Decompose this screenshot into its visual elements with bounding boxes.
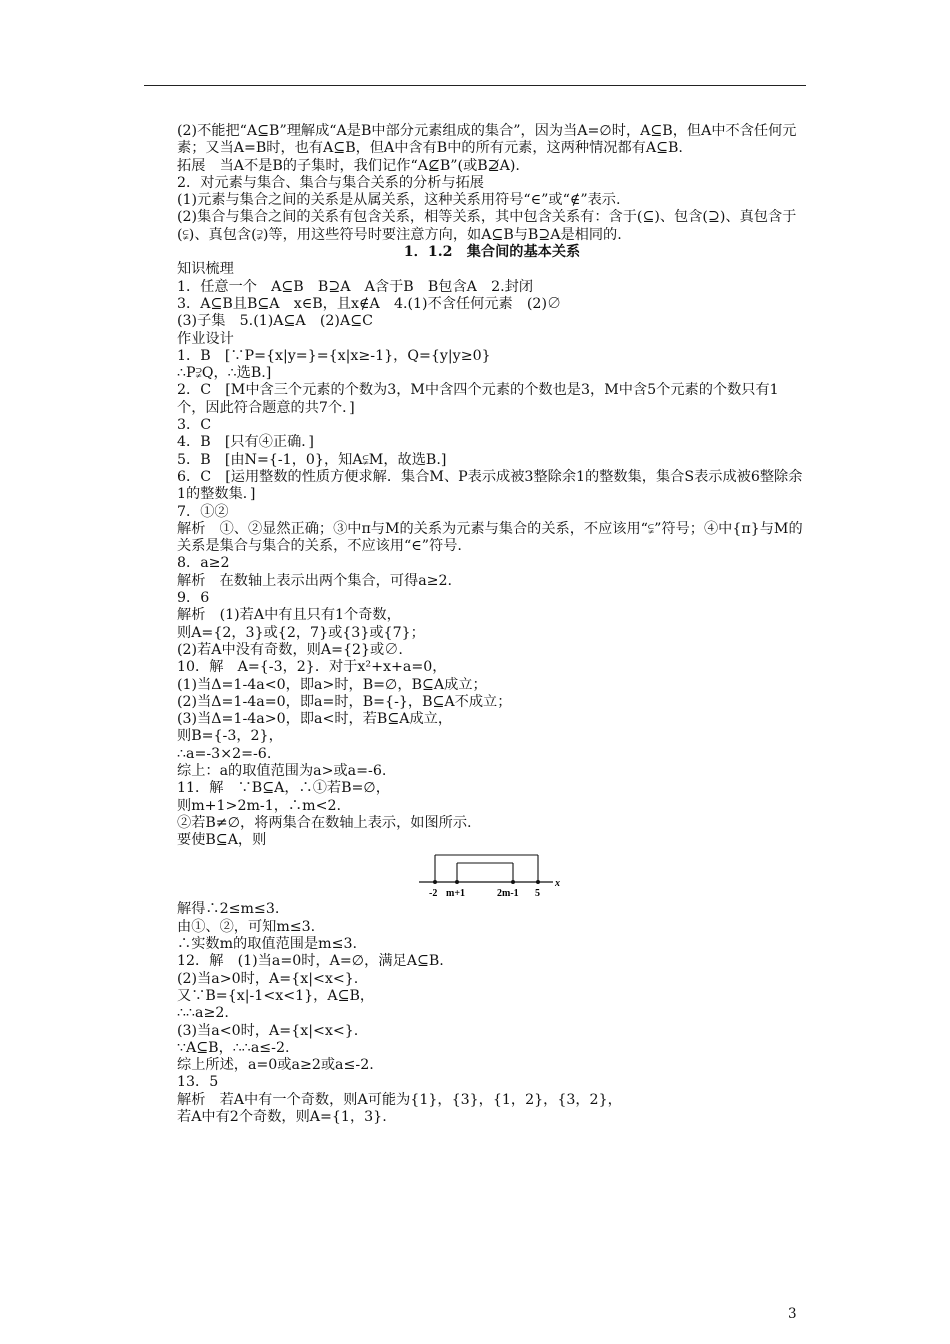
axis-variable-label: x — [555, 878, 560, 890]
text-line: 解析 ①、②显然正确；③中π与M的关系为元素与集合的关系，不应该用“⫋”符号；④中{π}与M的关系是集合与集合的关系，不应该用“∈”符号. — [177, 520, 803, 555]
text-line: 则A={2，3}或{2，7}或{3}或{7}； — [177, 624, 425, 641]
text-line: 9．6 — [177, 590, 210, 607]
text-line: 12．解 (1)当a=0时，A=∅，满足A⊆B. — [177, 953, 444, 970]
text-line: 3．C — [177, 417, 212, 434]
text-line: 由①、②，可知m≤3. — [177, 918, 316, 935]
text-line: ∴P⫌Q，∴选B.] — [177, 365, 272, 382]
text-line: 2．C [M中含三个元素的个数为3，M中含四个元素的个数也是3，M中含5个元素的个数只有1个，因此符合题意的共7个．] — [177, 382, 779, 416]
text-line: 解析 若A中有一个奇数，则A可能为{1}，{3}，{1，2}，{3，2}， — [177, 1091, 622, 1108]
text-line: (2)当Δ=1-4a=0，即a=时，B={-}，B⊆A不成立； — [177, 693, 512, 710]
text-line: 要使B⊆A，则 — [177, 832, 267, 849]
point-a-left — [433, 880, 437, 884]
document-body — [177, 123, 807, 1126]
text-line: 1．任意一个 A⊆B B⊇A A含于B B包含A 2.封闭 — [177, 278, 534, 295]
text-line: 解析 在数轴上表示出两个集合，可得a≥2. — [177, 572, 453, 589]
text-line: 拓展 当A不是B的子集时，我们记作“A⊈B”(或B⊉A). — [177, 157, 520, 174]
text-line: 又∵B={x|-1<x<1}，A⊆B， — [177, 987, 375, 1004]
text-line: (2)若A中没有奇数，则A={2}或∅. — [177, 641, 403, 658]
text-line: 2．对元素与集合、集合与集合关系的分析与拓展 — [177, 174, 484, 191]
text-line: ∵A⊆B，∴∴a≤-2. — [177, 1039, 290, 1056]
text-line: 解析 (1)若A中有且只有1个奇数， — [177, 607, 401, 624]
text-line: (2)集合与集合之间的关系有包含关系，相等关系，其中包含关系有：含于(⊆)、包含(⊇)、真包含于(⫋)、真包含(⫌)等，用这些符号时要注意方向，如A⊆B与B⊇A是相同的. — [177, 209, 797, 243]
text-line: 1．B [∵P={x|y=}={x|x≥-1}，Q={y|y≥0} — [177, 347, 491, 364]
text-line: ∴∴a≥2. — [177, 1005, 229, 1022]
text-line: 11．解 ∵B⊆A，∴①若B=∅， — [177, 780, 390, 797]
text-line: 若A中有2个奇数，则A={1，3}. — [177, 1109, 387, 1126]
text-line: 则m+1>2m-1，∴m<2. — [177, 797, 341, 814]
tick-label: m+1 — [446, 888, 466, 900]
text-line: 13．5 — [177, 1074, 219, 1091]
text-line: 作业设计 — [177, 330, 234, 347]
text-line: 7．①② — [177, 503, 229, 520]
text-line: 4．B [只有④正确．] — [177, 434, 314, 451]
text-line: 10．解 A={-3，2}．对于x²+x+a=0， — [177, 659, 447, 676]
text-line: (3)当Δ=1-4a>0，即a<时，若B⊆A成立， — [177, 711, 453, 728]
text-line: (2)当a>0时，A={x|<x<}. — [177, 970, 359, 987]
text-line: 则B={-3，2}， — [177, 728, 283, 745]
text-line: 6．C [运用整数的性质方便求解．集合M、P表示成被3整除余1的整数集，集合S表示成被6整除余1的整数集．] — [177, 468, 803, 503]
text-line: (1)元素与集合之间的关系是从属关系，这种关系用符号“∈”或“∉”表示. — [177, 192, 621, 209]
text-line: 3．A⊆B且B⊆A x∈B，且x∉A 4.(1)不含任何元素 (2)∅ — [177, 295, 562, 312]
header-rule — [144, 85, 806, 86]
number-line-diagram — [417, 851, 567, 899]
text-line: (2)不能把“A⊆B”理解成“A是B中部分元素组成的集合”，因为当A=∅时，A⊆B，但A中不含任何元素；又当A=B时，也有A⊆B，但A中含有B中的所有元素，这两种情况都有A⊆B. — [177, 123, 797, 157]
text-line: 综上：a的取值范围为a>或a=-6. — [177, 762, 387, 779]
tick-label: 5 — [535, 888, 540, 900]
tick-label: 2m-1 — [497, 888, 519, 900]
text-line: (3)子集 5.(1)A⊆A (2)A⊆C — [177, 313, 373, 330]
point-a-right — [536, 880, 540, 884]
text-line: (1)当Δ=1-4a<0，即a>时，B=∅，B⊆A成立； — [177, 676, 487, 693]
point-b-right — [511, 880, 515, 884]
text-line: ∴a=-3×2=-6. — [177, 745, 272, 762]
text-line: 8．a≥2 — [177, 555, 230, 572]
text-line: 知识梳理 — [177, 261, 234, 278]
text-line: ②若B≠∅，将两集合在数轴上表示，如图所示. — [177, 814, 472, 831]
text-line: 5．B [由N={-1，0}，知A⫋M，故选B.] — [177, 451, 447, 468]
tick-label: -2 — [429, 888, 438, 900]
text-line: ∴实数m的取值范围是m≤3. — [177, 936, 358, 953]
page-number: 3 — [788, 1306, 797, 1322]
number-line-figure — [177, 849, 807, 901]
text-line: 综上所述，a=0或a≥2或a≤-2. — [177, 1057, 374, 1074]
text-line: 解得∴2≤m≤3. — [177, 901, 280, 918]
point-b-left — [455, 880, 459, 884]
section-title: 1．1.2 集合间的基本关系 — [403, 244, 581, 261]
text-line: (3)当a<0时，A={x|<x<}. — [177, 1022, 359, 1039]
